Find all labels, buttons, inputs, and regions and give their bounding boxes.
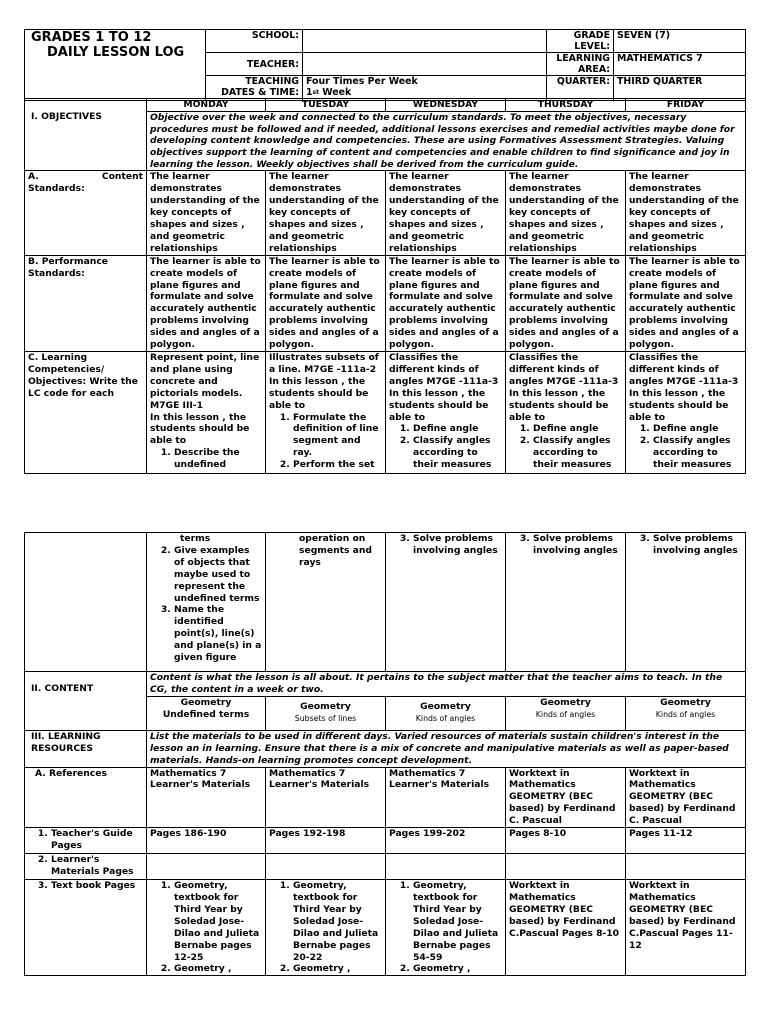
content-note: Content is what the lesson is all about. It pertains to the subject matter that the teacher aims to teach. In the CG, the content in a week or two.	[147, 672, 746, 697]
teachers-guide-label	[25, 828, 147, 854]
competency-friday-item-2: 2. Classify angles according to their measures	[653, 435, 742, 471]
content-friday-sub: Kinds of angles	[655, 709, 716, 719]
competency-monday-cont-text: terms	[180, 533, 211, 544]
performance-standards-wednesday: The learner is able to create models of plane figures and formulate and solve accurately authentic problems involving sides and angles of a polygon.	[386, 255, 506, 351]
competency-wednesday-item-1: 1. Define angle	[413, 423, 502, 435]
grade-label: GRADE LEVEL:	[547, 30, 614, 53]
content-tuesday	[266, 696, 386, 730]
competency-tuesday-cont-text: operation on segments and rays	[299, 533, 372, 568]
competency-friday-item-3: 3. Solve problems involving angles	[653, 533, 742, 557]
lm-pages-monday	[147, 854, 266, 880]
textbook-monday	[147, 880, 266, 976]
references-friday: Worktext in Mathematics GEOMETRY (BEC based) by Ferdinand C. Pascual	[626, 767, 746, 828]
dates-line-2	[306, 87, 543, 98]
lm-pages-tuesday	[266, 854, 386, 880]
textbook-monday-title: Geometry, textbook for Third Year by Soledad Jose-Dilao and Julieta Bernabe	[174, 880, 260, 951]
content-standards-friday: The learner demonstrates understanding of the key concepts of shapes and sizes , and geometric relationships	[626, 171, 746, 255]
week-label: Week	[318, 87, 352, 98]
content-tuesday-sub: Subsets of lines	[294, 714, 357, 724]
competency-monday-intro: Represent point, line and plane using concrete and pictorials models. M7GE III-1 In this lesson , the students should be able to	[150, 352, 260, 447]
resources-note: List the materials to be used in different days. Varied resources of materials sustain children's interest in the lesson an in learning. Ensure that there is a mix of concrete and manipulative materials as well as paper-based materials. Hands-on learning promotes concept development.	[147, 730, 746, 767]
performance-standards-label: B. Performance Standards:	[25, 255, 147, 351]
day-header-thursday: THURSDAY	[506, 99, 626, 112]
references-tuesday: Mathematics 7 Learner's Materials	[266, 767, 386, 828]
performance-standards-thursday: The learner is able to create models of plane figures and formulate and solve accurately authentic problems involving sides and angles of a polygon.	[506, 255, 626, 351]
content-standards-label	[25, 171, 147, 255]
dates-line-1: Four Times Per Week	[306, 76, 418, 87]
learners-materials-label	[25, 854, 147, 880]
competency-tuesday-item-2: 2. Perform the set	[293, 459, 382, 471]
competency-tuesday-item-1: 1. Formulate the definition of line segment and ray.	[293, 412, 382, 460]
log-title	[25, 30, 206, 101]
competencies-wednesday	[386, 352, 506, 474]
competency-monday-item-1: 1. Describe the undefined	[174, 447, 262, 471]
resources-label: III. LEARNING RESOURCES	[25, 730, 147, 767]
textbook-wednesday-title: Geometry, textbook for Third Year by Soledad Jose-Dilao and Julieta Bernabe	[413, 880, 499, 951]
content-standards-wednesday: The learner demonstrates understanding of the key concepts of shapes and sizes , and geometric relationships	[386, 171, 506, 255]
content-wednesday-topic: Geometry	[420, 701, 471, 713]
references-monday: Mathematics 7 Learner's Materials	[147, 767, 266, 828]
competency-tuesday-intro: Illustrates subsets of a line. M7GE -111a-2 In this lesson , the students should be able to	[269, 352, 379, 411]
content-standards-tuesday: The learner demonstrates understanding of the key concepts of shapes and sizes , and geometric relationships	[266, 171, 386, 255]
content-monday-sub: Undefined terms	[162, 708, 250, 720]
content-friday-topic: Geometry	[660, 696, 711, 708]
textbook-tuesday-pages: pages 20-22	[293, 939, 371, 963]
lm-pages-wednesday	[386, 854, 506, 880]
dates-field[interactable]	[303, 76, 547, 101]
textbook-tuesday-item-2: 2. Geometry ,	[293, 963, 382, 975]
day-header-friday: FRIDAY	[626, 99, 746, 112]
competency-thursday-item-2: 2. Classify angles according to their measures	[533, 435, 622, 471]
week-suffix: st	[312, 89, 319, 96]
textbook-wednesday-item-1	[413, 880, 502, 963]
competencies-monday	[147, 352, 266, 474]
tg-pages-wednesday: Pages 199-202	[386, 828, 506, 854]
competencies-tuesday-cont	[266, 533, 386, 672]
references-thursday: Worktext in Mathematics GEOMETRY (BEC based) by Ferdinand C. Pascual	[506, 767, 626, 828]
performance-standards-monday: The learner is able to create models of plane figures and formulate and solve accurately authentic problems involving sides and angles of a polygon.	[147, 255, 266, 351]
quarter-value[interactable]: THIRD QUARTER	[614, 76, 746, 101]
competencies-tuesday	[266, 352, 386, 474]
textbook-monday-pages: pages 12-25	[174, 939, 252, 963]
textbook-wednesday-pages: pages 54-59	[413, 939, 491, 963]
textbook-thursday: Worktext in Mathematics GEOMETRY (BEC based) by Ferdinand C.Pascual Pages 8-10	[506, 880, 626, 976]
competency-wednesday-intro: Classifies the different kinds of angles M7GE -111a-3 In this lesson , the students should be able to	[389, 352, 499, 423]
tg-pages-friday: Pages 11-12	[626, 828, 746, 854]
content-wednesday	[386, 696, 506, 730]
textbook-monday-item-1	[174, 880, 262, 963]
textbook-tuesday-title: Geometry, textbook for Third Year by Soledad Jose-Dilao and Julieta Bernabe	[293, 880, 379, 951]
competency-thursday-intro: Classifies the different kinds of angles M7GE -111a-3 In this lesson , the students should be able to	[509, 352, 619, 423]
area-label: LEARNING AREA:	[547, 53, 614, 76]
content-monday-topic: Geometry	[180, 696, 232, 708]
competencies-wednesday-cont	[386, 533, 506, 672]
textbook-tuesday	[266, 880, 386, 976]
textbook-friday: Worktext in Mathematics GEOMETRY (BEC based) by Ferdinand C.Pascual Pages 11-12	[626, 880, 746, 976]
content-standards-label-text: A. Content Standards:	[28, 171, 143, 195]
textbook-wednesday	[386, 880, 506, 976]
header-table	[24, 29, 746, 101]
school-label: SCHOOL:	[206, 30, 303, 53]
day-header-wednesday: WEDNESDAY	[386, 99, 506, 112]
dates-label: TEACHING DATES & TIME:	[206, 76, 303, 101]
competencies-label-cont	[25, 533, 147, 672]
learners-materials-label-text: 2. Learner's Materials Pages	[51, 854, 143, 878]
content-thursday-sub: Kinds of angles	[535, 709, 596, 719]
textbook-label-text: 3. Text book Pages	[51, 880, 143, 892]
references-wednesday: Mathematics 7 Learner's Materials	[386, 767, 506, 828]
title-line-2: DAILY LESSON LOG	[47, 45, 185, 60]
objectives-note: Objective over the week and connected to the curriculum standards. To meet the objectives, necessary procedures must be followed and if needed, additional lessons exercises and remedial activities maybe done for developing content knowledge and competencies. These are using Formatives Assessment Strategies. Valuing objectives support the learning of content and competencies and enable children to find significance and joy in learning the lesson. Weekly objectives shall be derived from the curriculum guide.	[147, 111, 746, 171]
competencies-thursday-cont	[506, 533, 626, 672]
competencies-thursday	[506, 352, 626, 474]
teacher-field[interactable]	[303, 53, 547, 76]
title-line-1: GRADES 1 TO 12	[31, 30, 152, 45]
content-standards-thursday: The learner demonstrates understanding of the key concepts of shapes and sizes , and geometric relationships	[506, 171, 626, 255]
competencies-monday-cont	[147, 533, 266, 672]
performance-standards-tuesday: The learner is able to create models of plane figures and formulate and solve accurately authentic problems involving sides and angles of a polygon.	[266, 255, 386, 351]
day-header-monday: MONDAY	[147, 99, 266, 112]
content-tuesday-topic: Geometry	[300, 701, 351, 713]
tg-pages-thursday: Pages 8-10	[506, 828, 626, 854]
competency-friday-intro: Classifies the different kinds of angles M7GE -111a-3 In this lesson , the students should be able to	[629, 352, 739, 423]
content-wednesday-sub: Kinds of angles	[415, 714, 476, 724]
competencies-friday	[626, 352, 746, 474]
competency-wednesday-item-3: 3. Solve problems involving angles	[413, 533, 502, 557]
content-friday	[626, 696, 746, 730]
content-thursday-topic: Geometry	[540, 696, 591, 708]
references-label: A. References	[25, 767, 147, 828]
competency-thursday-item-3: 3. Solve problems involving angles	[533, 533, 622, 557]
competency-monday-item-3: 3. Name the identified point(s), line(s) and plane(s) in a given figure	[174, 604, 262, 664]
quarter-label: QUARTER:	[547, 76, 614, 101]
content-monday	[147, 696, 266, 730]
objectives-label: I. OBJECTIVES	[25, 99, 147, 171]
tg-pages-monday: Pages 186-190	[147, 828, 266, 854]
area-value[interactable]: MATHEMATICS 7	[614, 53, 746, 76]
tg-pages-tuesday: Pages 192-198	[266, 828, 386, 854]
content-label: II. CONTENT	[25, 672, 147, 731]
school-field[interactable]	[303, 30, 547, 53]
textbook-monday-item-2: 2. Geometry ,	[174, 963, 262, 975]
lm-pages-thursday	[506, 854, 626, 880]
textbook-wednesday-item-2: 2. Geometry ,	[413, 963, 502, 975]
grade-value[interactable]: SEVEN (7)	[614, 30, 746, 53]
textbook-tuesday-item-1	[293, 880, 382, 963]
textbook-label	[25, 880, 147, 976]
lm-pages-friday	[626, 854, 746, 880]
competency-thursday-item-1: 1. Define angle	[533, 423, 622, 435]
competency-friday-item-1: 1. Define angle	[653, 423, 742, 435]
content-standards-monday: The learner demonstrates understanding of the key concepts of shapes and sizes , and geometric relationships	[147, 171, 266, 255]
lesson-table-part2	[24, 532, 746, 976]
day-header-tuesday: TUESDAY	[266, 99, 386, 112]
teacher-label: TEACHER:	[206, 53, 303, 76]
competency-wednesday-item-2: 2. Classify angles according to their measures	[413, 435, 502, 471]
competency-monday-item-2: 2. Give examples of objects that maybe used to represent the undefined terms	[174, 545, 262, 605]
lesson-table-part1	[24, 98, 746, 474]
teachers-guide-label-text: 1. Teacher's Guide Pages	[51, 828, 143, 852]
performance-standards-friday: The learner is able to create models of plane figures and formulate and solve accurately authentic problems involving sides and angles of a polygon.	[626, 255, 746, 351]
competencies-label: C. Learning Competencies/ Objectives: Write the LC code for each	[25, 352, 147, 474]
competencies-friday-cont	[626, 533, 746, 672]
week-number: 1	[306, 87, 313, 98]
content-thursday	[506, 696, 626, 730]
